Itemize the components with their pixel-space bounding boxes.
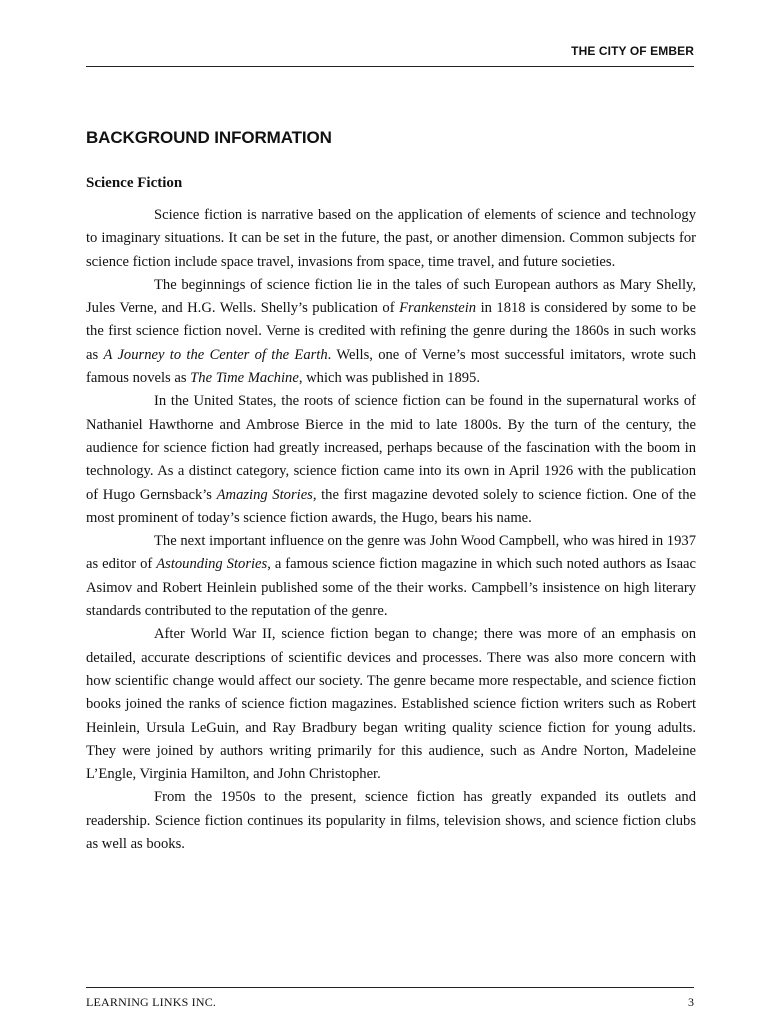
italic-title: Frankenstein	[399, 300, 477, 317]
header-rule	[86, 66, 694, 67]
footer-publisher: LEARNING LINKS INC.	[86, 995, 217, 1009]
italic-title: A Journey to the Center of the Earth	[103, 346, 328, 363]
italic-title: Amazing Stories	[216, 486, 313, 503]
text-run: In the United States, the roots of science fiction can be found in the supernatural works of Nathaniel Hawthorne and Ambrose Bierce in the mid to late 1800s. By the turn of the century, the audience for science fiction had greatly increased, perhaps because of the fascination with the boom in technology. As a distinct category, science fiction came into its own in April 1926 with the publication of Hugo Gernsback’s	[86, 393, 696, 503]
italic-title: Astounding Stories	[156, 556, 268, 573]
text-run: , the first magazine devoted solely to science fiction. One of the most prominent of today’s science fiction awards, the Hugo, bears his name.	[86, 486, 697, 526]
text-run: , which was published in 1895.	[298, 370, 481, 387]
body-text	[86, 204, 696, 856]
paragraph-5	[86, 623, 696, 786]
text-run: From the 1950s to the present, science fiction has greatly expanded its outlets and readership. Science fiction continues its popularity in films, television shows, and science fiction clubs as well as books.	[86, 789, 696, 853]
running-header-title: THE CITY OF EMBER	[571, 44, 694, 58]
text-run: The next important influence on the genre was John Wood Campbell, who was hired in 1937 as editor of	[86, 533, 696, 573]
paragraph-6	[86, 786, 696, 856]
subheading-science-fiction: Science Fiction	[86, 175, 183, 191]
section-title: BACKGROUND INFORMATION	[86, 128, 332, 147]
text-run: Science fiction is narrative based on the application of elements of science and technology to imaginary situations. It can be set in the future, the past, or another dimension. Common subjects for science fiction include space travel, invasions from space, time travel, and future societies.	[86, 207, 696, 270]
text-run: After World War II, science fiction began to change; there was more of an emphasis on detailed, accurate descriptions of scientific devices and processes. There was also more concern with how scientific change would affect our society. The genre became more respectable, and science fiction books joined the ranks of science fiction magazines. Established science fiction writers such as Robert Heinlein, Ursula LeGuin, and Ray Bradbury began writing quality science fiction for young adults. They were joined by authors writing primarily for this audience, such as Andre Norton, Madeleine L’Engle, Virginia Hamilton, and John Christopher.	[86, 626, 696, 783]
text-run: The beginnings of science fiction lie in the tales of such European authors as Mary Shelly, Jules Verne, and H.G. Wells. Shelly’s publication of	[86, 276, 696, 317]
paragraph-4	[86, 530, 696, 623]
text-run: , a famous science fiction magazine in which such noted authors as Isaac Asimov and Robert Heinlein published some of the their works. Campbell’s insistence on high literary standards contributed to the reputation of the genre.	[86, 556, 697, 620]
paragraph-3	[86, 390, 696, 530]
paragraph-1	[86, 204, 696, 274]
text-run: . Wells, one of Verne’s most successful imitators, wrote such famous novels as	[86, 346, 697, 387]
footer-rule	[86, 987, 694, 988]
paragraph-2	[86, 274, 696, 390]
text-run: in 1818 is considered by some to be the first science fiction novel. Verne is credited with refining the genre during the 1860s in such works as	[86, 300, 696, 363]
italic-title: The Time Machine	[190, 370, 299, 387]
footer-page-number: 3	[688, 995, 694, 1009]
